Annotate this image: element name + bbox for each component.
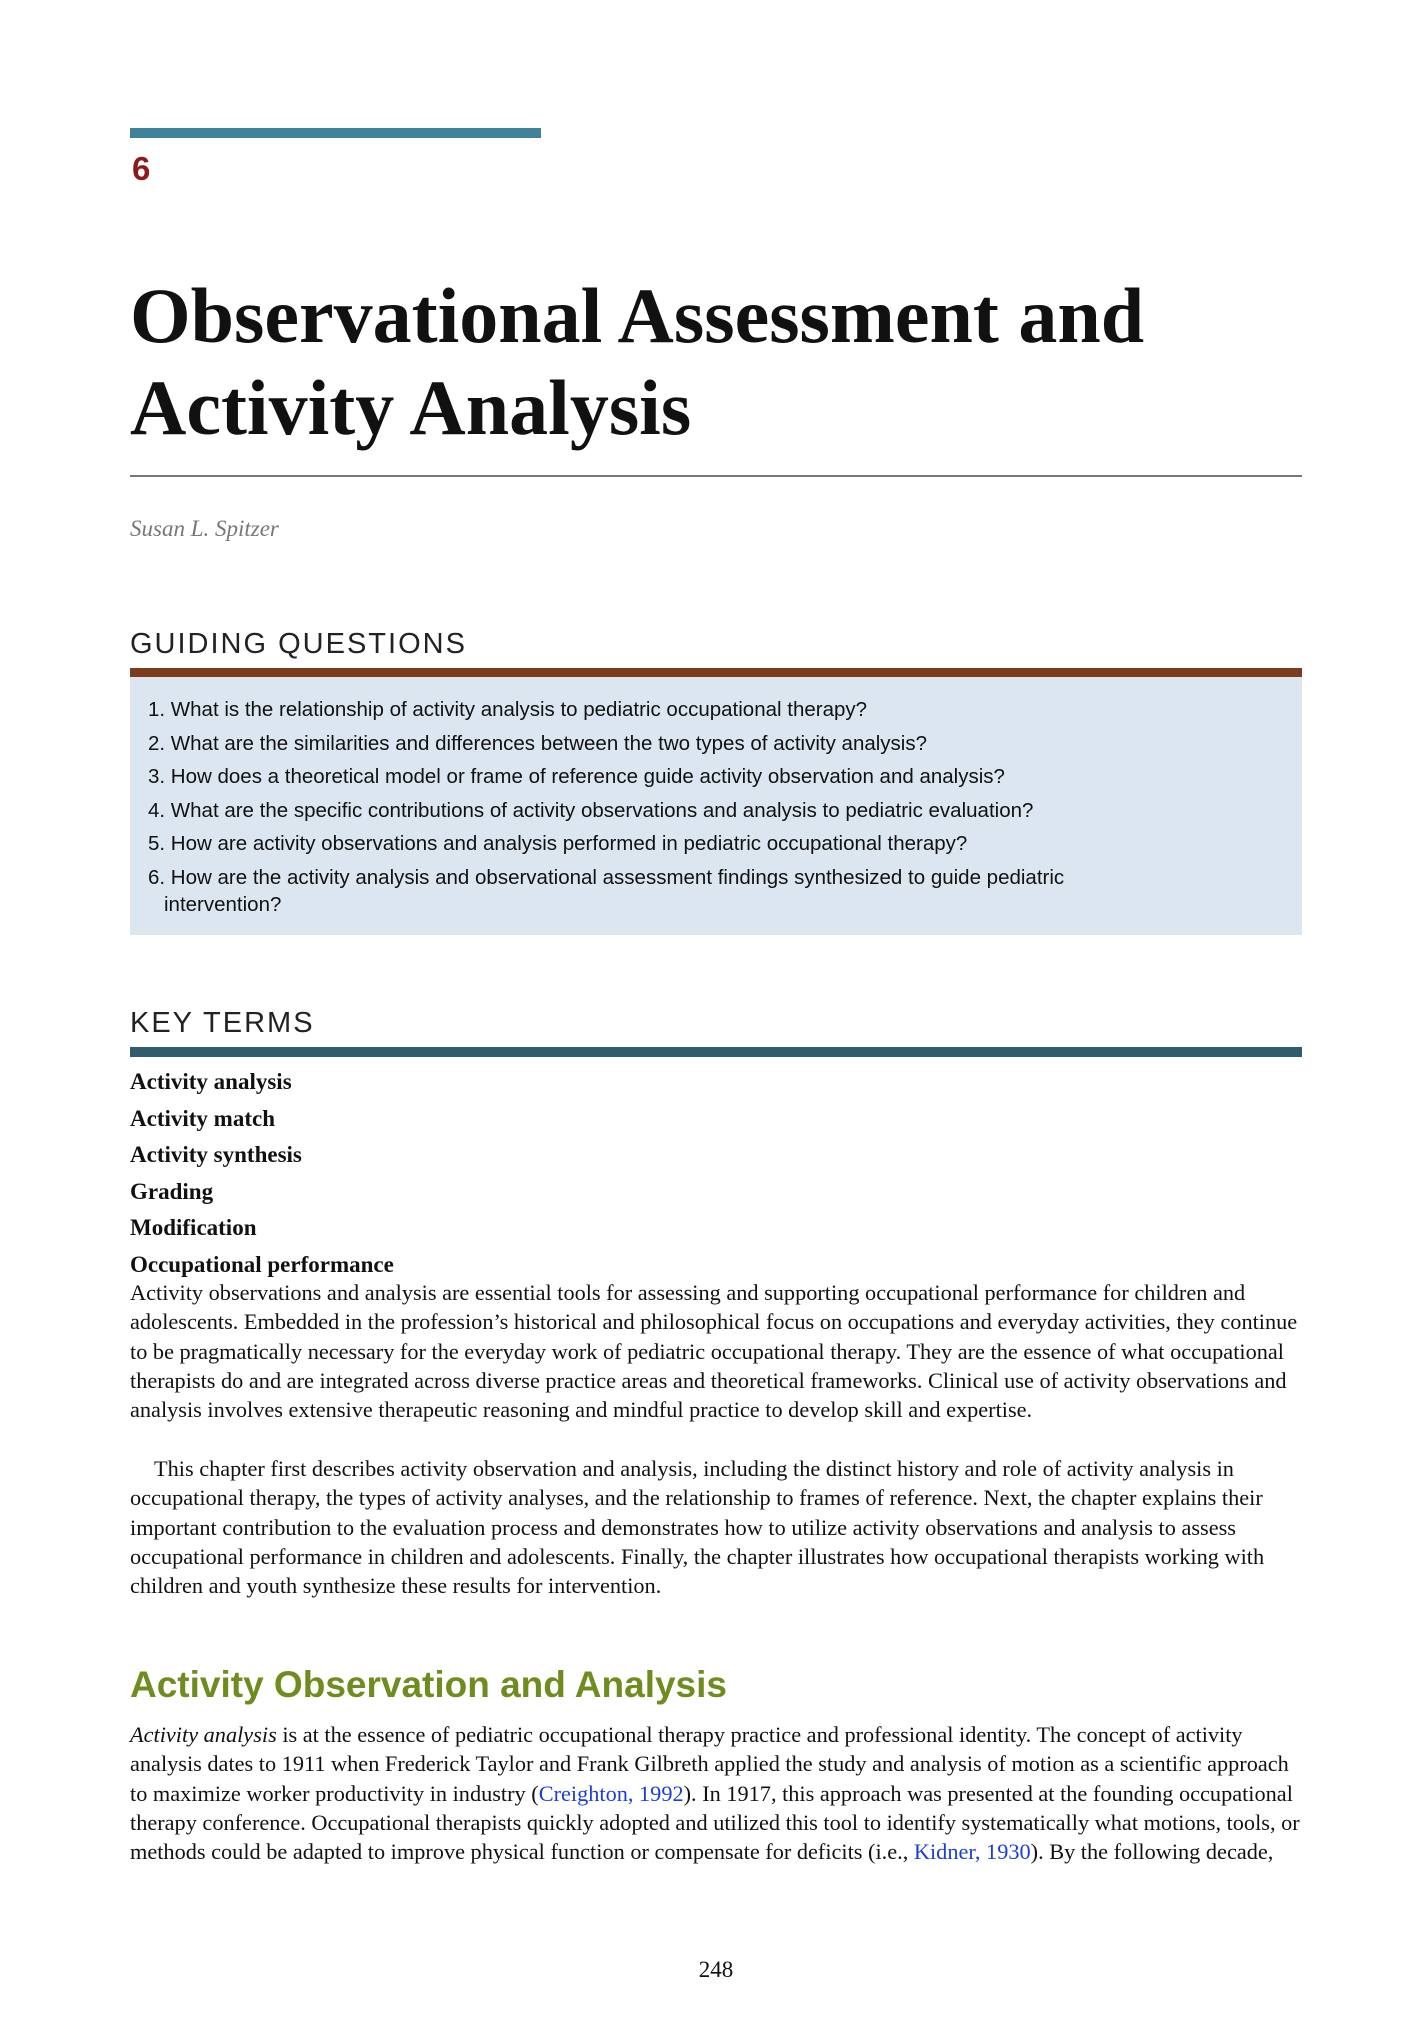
intro-paragraph-1: Activity observations and analysis are essential tools for assessing and supporting occupational performance for children and adolescents. Embedded in the profession’s historical and philosophical focus on occupations and everyday activities, they continue to be pragmatically necessary for the everyday work of pediatric occupational therapy. They are the essence of what occupational therapists do and are integrated across diverse practice areas and theoretical frameworks. Clinical use of activity observations and analysis involves extensive therapeutic reasoning and mindful practice to develop skill and expertise. bbox=[130, 1280, 1298, 1423]
intro-paragraph-2: This chapter first describes activity observation and analysis, including the distinct history and role of activity analysis in occupational therapy, the types of activity analyses, and the relationship to frames of reference. Next, the chapter explains their important contribution to the evaluation process and demonstrates how to utilize activity observations and analysis to assess occupational performance in children and adolescents. Finally, the chapter illustrates how occupational therapists working with children and youth synthesize these results for intervention. bbox=[130, 1456, 1265, 1599]
section-paragraph bbox=[130, 1720, 1302, 1866]
chapter-accent-bar bbox=[130, 128, 541, 138]
key-term: Activity synthesis bbox=[130, 1142, 302, 1168]
chapter-title-line1: Observational Assessment and bbox=[130, 272, 1145, 359]
title-divider bbox=[130, 475, 1302, 477]
guiding-question-text: 6. How are the activity analysis and observational assessment findings synthesized to guide pediatric bbox=[148, 865, 1065, 889]
chapter-title bbox=[130, 270, 1302, 454]
paragraph-text: is at the essence of pediatric occupational therapy practice and professional identity. The concept of activity analysis dates to 1911 when Frederick Taylor and Frank Gilbreth applied the study and analysis of motion as a scientific approach to maximize worker productivity in industry ( bbox=[130, 1722, 1289, 1806]
key-term: Modification bbox=[130, 1215, 257, 1241]
guiding-question: 2. What are the similarities and differences between the two types of activity analysis? bbox=[148, 731, 928, 755]
key-term: Activity match bbox=[130, 1105, 275, 1131]
page-number: 248 bbox=[698, 1957, 734, 1982]
guiding-questions-list bbox=[130, 677, 1302, 919]
key-terms-list bbox=[130, 1064, 394, 1284]
key-term: Occupational performance bbox=[130, 1251, 394, 1277]
key-term: Activity analysis bbox=[130, 1069, 292, 1094]
key-terms-heading: KEY TERMS bbox=[130, 1007, 315, 1039]
guiding-question-continuation: intervention? bbox=[164, 893, 282, 916]
author: Susan L. Spitzer bbox=[130, 516, 279, 541]
guiding-question: 1. What is the relationship of activity analysis to pediatric occupational therapy? bbox=[148, 698, 868, 721]
citation-link-creighton[interactable]: Creighton, 1992 bbox=[538, 1780, 684, 1806]
chapter-title-line2: Activity Analysis bbox=[130, 364, 692, 451]
guiding-question: 5. How are activity observations and analysis performed in pediatric occupational therapy? bbox=[148, 832, 968, 855]
guiding-questions-heading: GUIDING QUESTIONS bbox=[130, 628, 467, 660]
guiding-question-6 bbox=[148, 861, 1302, 920]
paragraph-text: ). By the following decade, bbox=[1030, 1839, 1274, 1865]
term-emphasis: Activity analysis bbox=[130, 1722, 277, 1747]
citation-link-kidner[interactable]: Kidner, 1930 bbox=[913, 1839, 1031, 1865]
section-heading: Activity Observation and Analysis bbox=[130, 1664, 727, 1705]
paragraph-text: ). In 1917, this approach was presented at the founding occupational therapy conference. Occupational therapists quickly adopted and utilized this tool to identify systematically what motions, tools, or methods could be adapted to improve physical function or compensate for deficits (i.e., bbox=[130, 1780, 1300, 1865]
chapter-number: 6 bbox=[132, 150, 151, 187]
guiding-questions-rule bbox=[130, 668, 1302, 677]
guiding-question: 4. What are the specific contributions of activity observations and analysis to pediatric evaluation? bbox=[148, 798, 1034, 822]
key-terms-rule bbox=[130, 1047, 1302, 1057]
key-term: Grading bbox=[130, 1178, 214, 1204]
guiding-questions-box bbox=[130, 677, 1302, 935]
guiding-question: 3. How does a theoretical model or frame of reference guide activity observation and analysis? bbox=[148, 765, 1005, 788]
